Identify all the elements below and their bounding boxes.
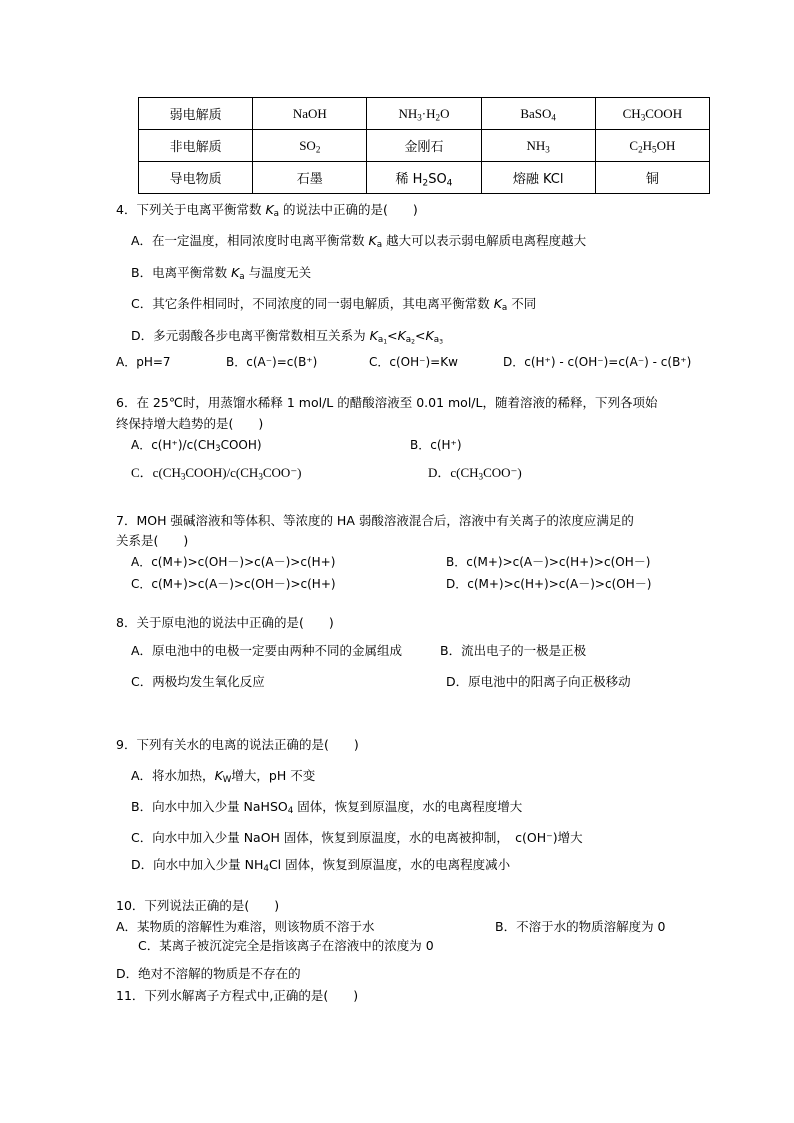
- q8-option-d[interactable]: D．原电池中的阳离子向正极移动: [446, 674, 631, 689]
- table-cell: $C_2H_5OH$: [595, 130, 709, 162]
- q5-option-c[interactable]: C．c(OH⁻)=Kw: [369, 355, 458, 369]
- q7-option-d[interactable]: D．c(M+)>c(H+)>c(A－)>c(OH－): [446, 577, 652, 591]
- q4-option-c[interactable]: C．其它条件相同时，不同浓度的同一弱电解质，其电离平衡常数 $K_a$ 不同: [131, 296, 537, 314]
- table-row: [139, 130, 710, 162]
- q7-stem-line2: 关系是( ): [116, 533, 189, 548]
- q4-option-d[interactable]: D．多元弱酸各步电离平衡常数相互关系为 $K_{a_1}<K_{a_2}<K_{a_3}$: [131, 328, 443, 346]
- q10-option-a[interactable]: A．某物质的溶解性为难溶，则该物质不溶于水: [116, 919, 375, 934]
- q4-stem: 4．下列关于电离平衡常数 $K_a$ 的说法中正确的是( ): [116, 202, 418, 220]
- q6-stem-line2: 终保持增大趋势的是( ): [116, 416, 264, 431]
- row-label: 弱电解质: [139, 98, 253, 130]
- q9-option-b[interactable]: B．向水中加入少量 NaHSO$_4$ 固体，恢复到原温度，水的电离程度增大: [131, 799, 523, 817]
- row-label: 导电物质: [139, 162, 253, 194]
- q7-stem-line1: 7．MOH 强碱溶液和等体积、等浓度的 HA 弱酸溶液混合后，溶液中有关离子的浓度应满足的: [116, 513, 634, 528]
- table-cell: $NH_3$: [481, 130, 595, 162]
- table-cell: $SO_2$: [253, 130, 367, 162]
- q5-option-b[interactable]: B．c(A⁻)=c(B⁺): [226, 355, 318, 369]
- electrolyte-table: [138, 97, 710, 194]
- table-cell: $NH_3\cdot H_2O$: [367, 98, 481, 130]
- q6-option-b[interactable]: B．c(H⁺): [410, 438, 462, 452]
- q10-option-d[interactable]: D．绝对不溶解的物质是不存在的: [116, 966, 301, 981]
- table-cell: $CH_3COOH$: [595, 98, 709, 130]
- row-label: 非电解质: [139, 130, 253, 162]
- table-row: [139, 98, 710, 130]
- table-cell: 石墨: [253, 162, 367, 194]
- q11-stem: 11．下列水解离子方程式中,正确的是( ): [116, 988, 359, 1003]
- q8-option-b[interactable]: B．流出电子的一极是正极: [440, 643, 587, 658]
- q8-option-a[interactable]: A．原电池中的电极一定要由两种不同的金属组成: [131, 643, 403, 658]
- q5-option-d[interactable]: D．c(H⁺) - c(OH⁻)=c(A⁻) - c(B⁺): [503, 355, 692, 369]
- q10-option-b[interactable]: B．不溶于水的物质溶解度为 0: [495, 919, 666, 934]
- q8-stem: 8．关于原电池的说法中正确的是( ): [116, 615, 334, 630]
- q6-option-a[interactable]: A．$c(H^+)/c(CH_3COOH)$: [131, 438, 262, 454]
- table-cell: 熔融 KCl: [481, 162, 595, 194]
- table-row: [139, 162, 710, 194]
- q10-stem: 10．下列说法正确的是( ): [116, 898, 280, 913]
- q4-option-b[interactable]: B．电离平衡常数 $K_a$ 与温度无关: [131, 265, 312, 283]
- table-cell: 铜: [595, 162, 709, 194]
- table-cell: BaSO$_4$: [481, 98, 595, 130]
- q9-option-a[interactable]: A．将水加热，$K_W$增大，pH 不变: [131, 768, 316, 786]
- q9-stem: 9．下列有关水的电离的说法正确的是( ): [116, 737, 359, 752]
- q7-option-b[interactable]: B．c(M+)>c(A－)>c(H+)>c(OH－): [446, 555, 651, 569]
- q9-option-d[interactable]: D．向水中加入少量 $NH_4Cl$ 固体，恢复到原温度，水的电离程度减小: [131, 857, 511, 875]
- q6-option-c[interactable]: C．$c(CH_3COOH)/c(CH_3COO^-)$: [131, 465, 302, 482]
- table-cell: NaOH: [253, 98, 367, 130]
- q6-stem-line1: 6．在 25℃时，用蒸馏水稀释 1 mol/L 的醋酸溶液至 0.01 mol/L，随着溶液的稀释，下列各项始: [116, 395, 658, 410]
- q6-option-d[interactable]: D．$c(CH_3COO^-)$: [428, 465, 522, 482]
- q7-option-a[interactable]: A．c(M+)>c(OH－)>c(A－)>c(H+): [131, 555, 336, 569]
- q10-option-c[interactable]: C．某离子被沉淀完全是指该离子在溶液中的浓度为 0: [138, 938, 434, 953]
- q5-option-a[interactable]: A．pH=7: [116, 355, 171, 369]
- q4-option-a[interactable]: A．在一定温度，相同浓度时电离平衡常数 $K_a$ 越大可以表示弱电解质电离程度越大: [131, 233, 587, 251]
- table-cell: 金刚石: [367, 130, 481, 162]
- q8-option-c[interactable]: C．两极均发生氧化反应: [131, 674, 265, 689]
- q9-option-c[interactable]: C．向水中加入少量 NaOH 固体，恢复到原温度，水的电离被抑制， c(OH⁻)增大: [131, 830, 583, 845]
- q7-option-c[interactable]: C．c(M+)>c(A－)>c(OH－)>c(H+): [131, 577, 336, 591]
- table-cell: 稀 $H_2SO_4$: [367, 162, 481, 194]
